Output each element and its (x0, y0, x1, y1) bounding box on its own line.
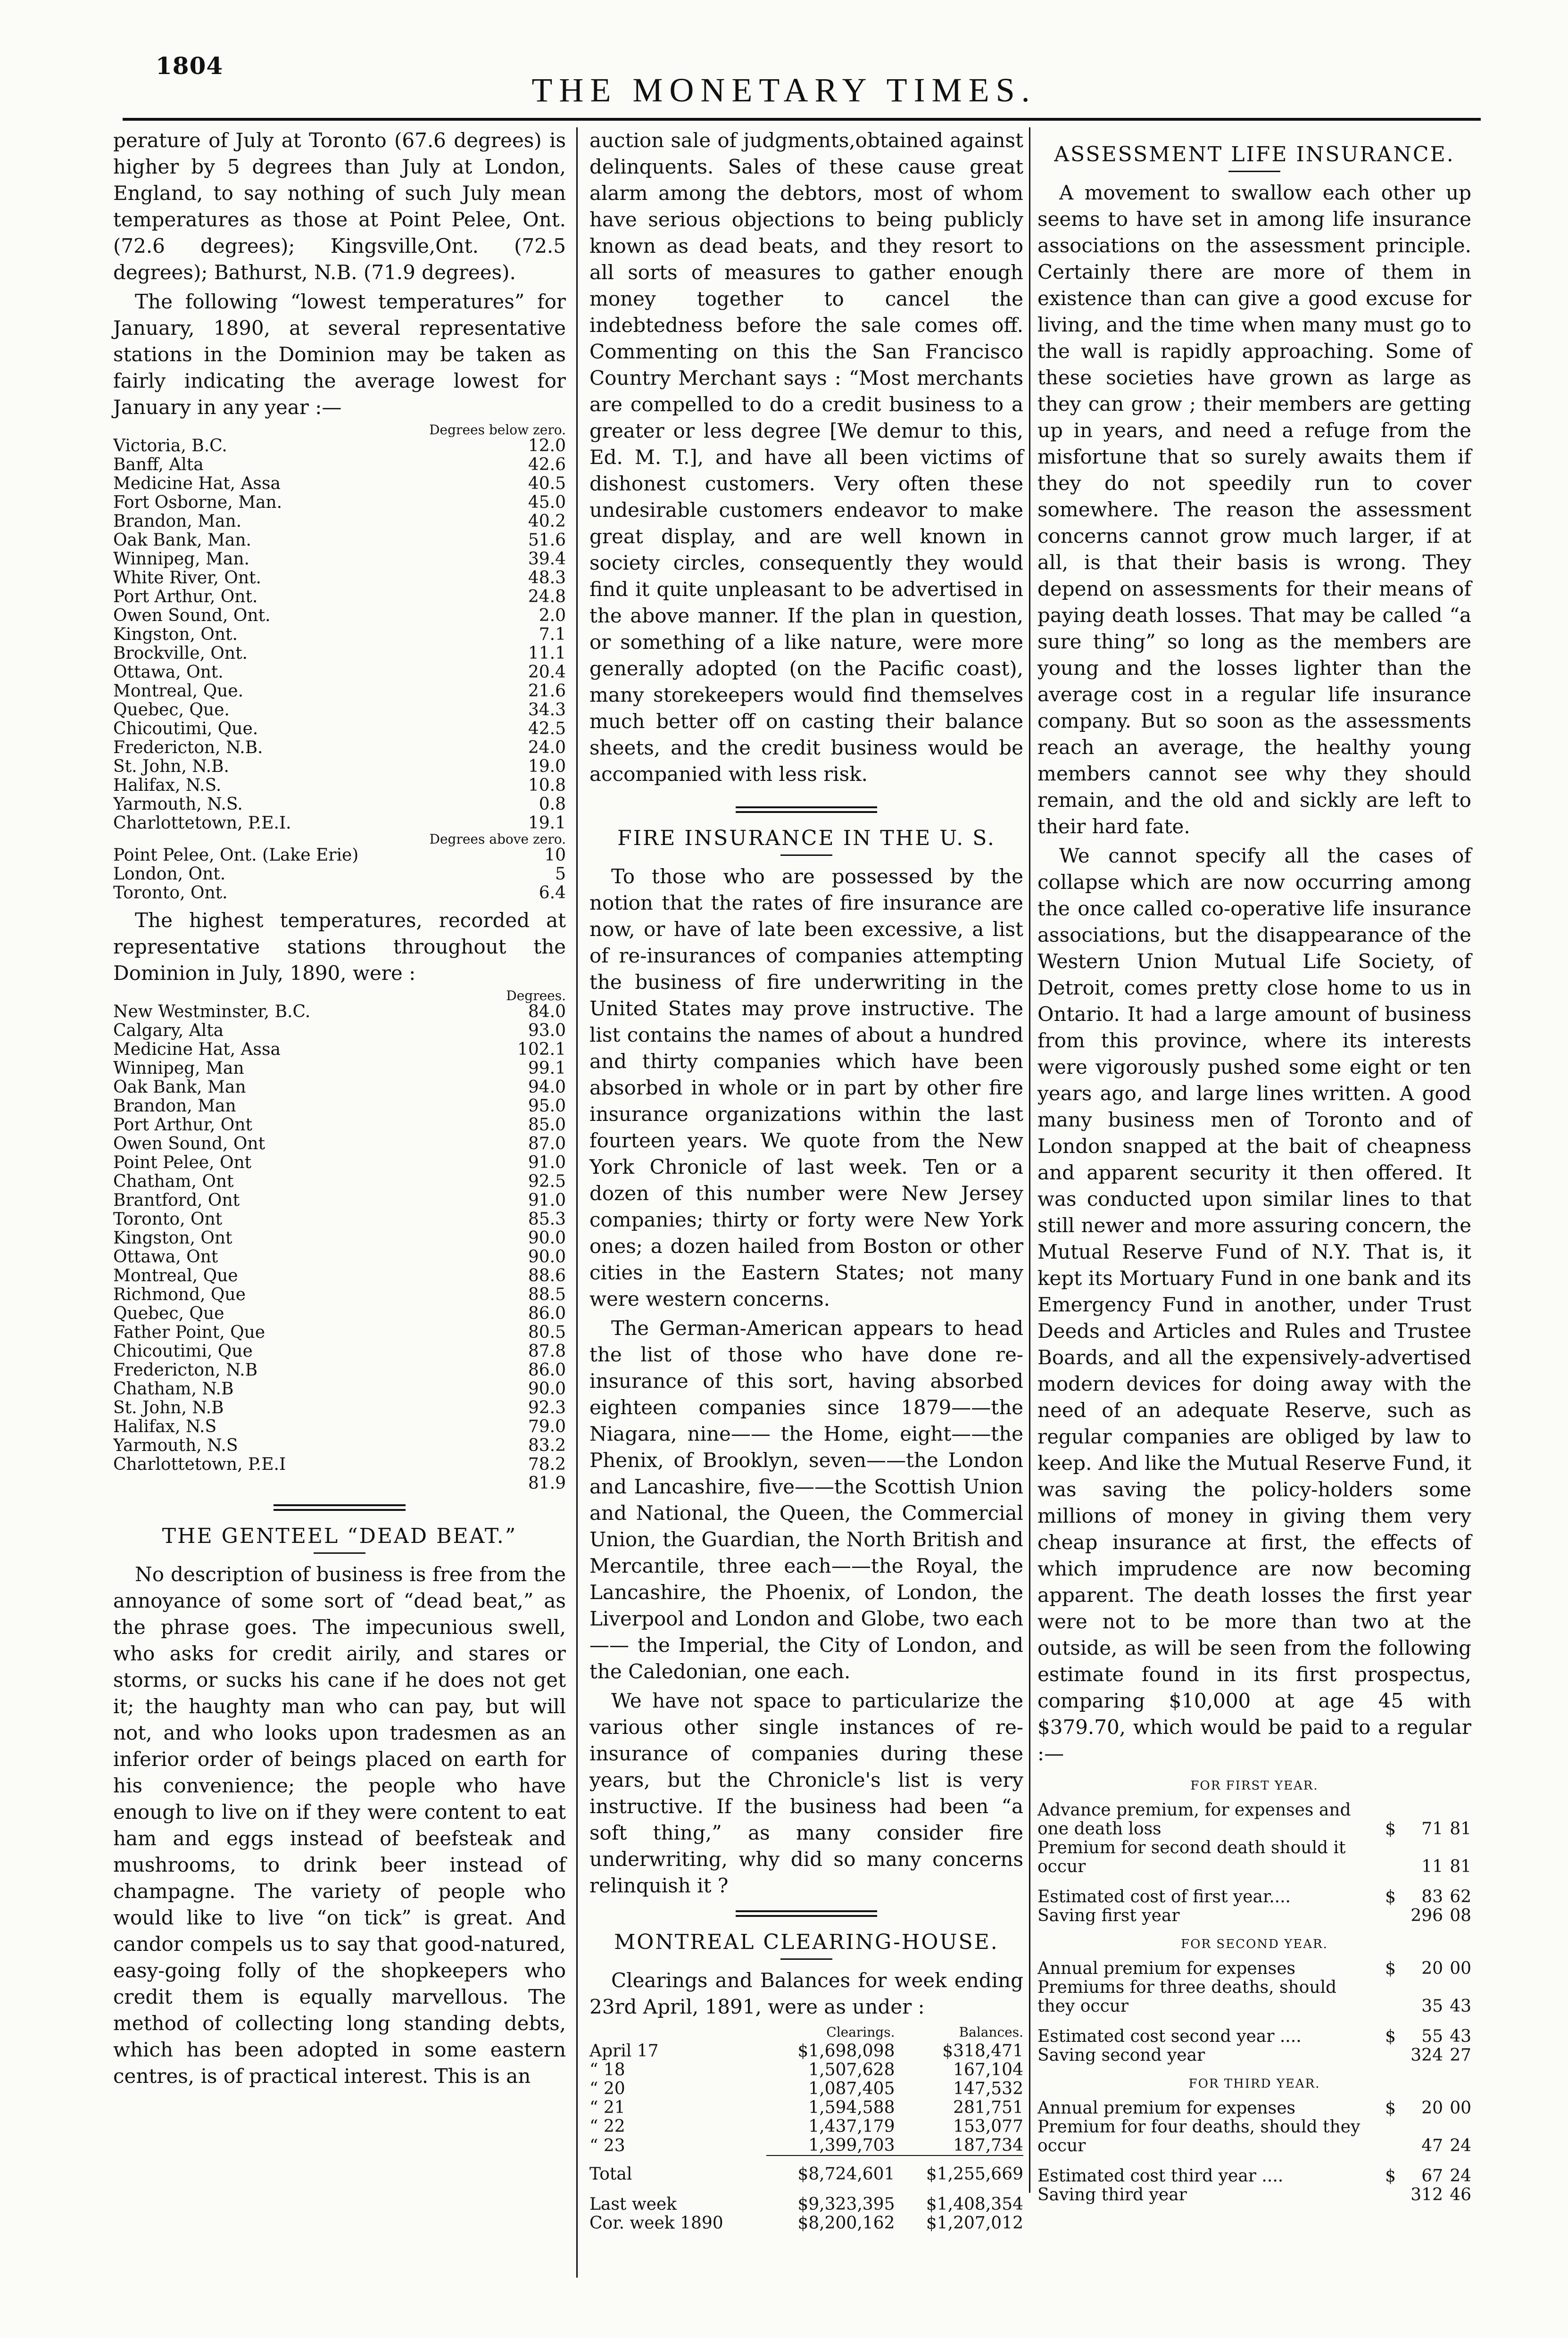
table-cell-name: Kingston, Ont (113, 1229, 232, 1248)
table-cell-name: Ottawa, Ont (113, 1248, 218, 1267)
table-row (113, 1285, 566, 1304)
paragraph: perature of July at Toronto (67.6 degrees) is higher by 5 degrees than July at London, England, to say nothing of such July mean temperatures as those at Point Pelee, Ont. (72.6 degrees); Kingsville,Ont. (72.5 degrees); Bathurst, N.B. (71.9 degrees). (113, 129, 566, 284)
table-row (113, 738, 566, 757)
dollar-amount: 11 (1421, 1857, 1443, 1876)
table-row (113, 1229, 566, 1248)
paragraph: To those who are possessed by the notion that the rates of fire insurance are now, or have of late been excessive, a list of re-insurances of companies attempting the business of fire underwriting in the United States may prove instructive. The list contains the names of about a hundred and thirty companies which have been absorbed in whole or in part by other fire insurance organizations within the last fourteen years. We quote from the New York Chronicle of last week. Ten or a dozen of this number were New Jersey companies; thirty or forty were New York ones; a dozen hailed from Boston or other cities in the Eastern States; not many were western concerns. (589, 865, 1023, 1310)
dollar-sign: $ (1385, 1887, 1396, 1907)
table-row (113, 1342, 566, 1361)
table-row (113, 1248, 566, 1267)
cents-amount: 00 (1450, 1959, 1471, 1978)
table-row (113, 663, 566, 682)
table-cell-value: 95.0 (528, 1096, 566, 1116)
clearings-value: $9,323,395 (797, 2195, 895, 2214)
table-cell-name: Owen Sound, Ont. (113, 606, 271, 625)
table-row (113, 474, 566, 493)
table-cell-name: Medicine Hat, Assa (113, 1040, 281, 1059)
estimate-row (1037, 1801, 1471, 1839)
table-row (113, 795, 566, 814)
column-2 (589, 127, 1023, 2233)
estimate-row (1037, 1839, 1471, 1876)
table-cell-value: 88.5 (528, 1285, 566, 1304)
table-cell-name: Brandon, Man. (113, 512, 242, 531)
table-row (113, 1172, 566, 1191)
table-cell-name: St. John, N.B. (113, 757, 229, 776)
column-header: Balances. (959, 2024, 1023, 2040)
clearings-value: 1,507,628 (808, 2060, 895, 2080)
section-heading: MONTREAL CLEARING-HOUSE. (614, 1930, 999, 1954)
table-row (113, 1040, 566, 1059)
table-cell-value: 91.0 (528, 1153, 566, 1172)
table-cell-value: 40.5 (528, 474, 566, 493)
dollar-amount: 324 (1410, 2046, 1443, 2065)
table-row (589, 2042, 1023, 2061)
table-row (113, 1191, 566, 1210)
table-row (589, 2061, 1023, 2080)
table-cell-name: Charlottetown, P.E.I. (113, 814, 291, 833)
table-row (113, 701, 566, 720)
table-cell-name: St. John, N.B (113, 1399, 224, 1418)
table-cell-value: 94.0 (528, 1078, 566, 1097)
clearings-value: $1,698,098 (797, 2041, 895, 2061)
table-cell-name: Ottawa, Ont. (113, 663, 224, 682)
table-cell-name: Point Pelee, Ont (113, 1153, 252, 1172)
cents-amount: 24 (1450, 2136, 1471, 2156)
table-cell-name: White River, Ont. (113, 569, 261, 588)
cents-amount: 81 (1450, 1857, 1471, 1876)
table-row (113, 1059, 566, 1078)
table-row (589, 2117, 1023, 2136)
balances-value: 167,104 (953, 2060, 1023, 2080)
balances-value: $1,207,012 (926, 2214, 1023, 2233)
table-cell-value: 87.0 (528, 1134, 566, 1153)
dollar-sign: $ (1385, 1819, 1396, 1839)
column-3 (1037, 127, 1471, 2205)
page-number: 1804 (156, 52, 224, 80)
table-cell-value: 21.6 (528, 681, 566, 701)
table-cell-value: 24.8 (528, 587, 566, 606)
dollar-sign (1372, 1978, 1396, 2016)
estimate-row (1037, 2046, 1471, 2065)
table-row (113, 1021, 566, 1040)
table-row (113, 865, 566, 884)
table-cell-name: Fort Osborne, Man. (113, 493, 282, 512)
dollar-sign (1372, 1839, 1396, 1876)
estimate-row (1037, 2186, 1471, 2205)
table-row (113, 550, 566, 569)
table-row (113, 606, 566, 625)
table-cell-value: 87.8 (528, 1342, 566, 1361)
table-cell-name: Oak Bank, Man. (113, 531, 251, 550)
balances-value: $1,255,669 (926, 2164, 1023, 2184)
table-cell-name: Brockville, Ont. (113, 644, 248, 663)
paragraph: The following “lowest temperatures” for January, 1890, at several representative stations in the Dominion may be taken as fairly indicating the average lowest for January in any year :— (113, 290, 566, 419)
section-heading: FIRE INSURANCE IN THE U. S. (617, 826, 996, 850)
table-cell-name: Brandon, Man (113, 1097, 236, 1116)
table-cell-value: 10.8 (528, 776, 566, 795)
table-row (113, 1361, 566, 1380)
masthead-title: THE MONETARY TIMES. (531, 71, 1037, 109)
row-label: April 17 (589, 2041, 659, 2061)
table-cell-value: 81.9 (528, 1474, 566, 1493)
dollar-amount: 20 (1421, 1959, 1443, 1978)
dollar-sign: $ (1385, 2027, 1396, 2046)
table-cell-name: Owen Sound, Ont (113, 1135, 265, 1153)
table-cell-value: 102.1 (517, 1040, 566, 1059)
table-cell-name: Chicoutimi, Que (113, 1342, 253, 1361)
estimate-label: Saving second year (1037, 2046, 1205, 2065)
table-cell-value: 39.4 (528, 549, 566, 569)
table-row (113, 814, 566, 833)
table-cell-value: 85.0 (528, 1115, 566, 1135)
dollar-amount: 71 (1421, 1819, 1443, 1839)
clearings-value: $8,724,601 (797, 2164, 895, 2184)
paragraph: auction sale of judgments,obtained against delinquents. Sales of these cause great alarm among the debtors, most of whom have serious objections to being publicly known as dead beats, and they resort to all sorts of measures to gather enough money together to cancel the indebtedness before the sale comes off. Commenting on this the San Francisco Country Merchant says : “Most merchants are compelled to do a credit business to a greater or less degree [We demur to this, Ed. M. T.], and have all been victims of dishonest customers. Very often these undesirable customers endeavor to make great display, and are well known in society circles, consequently they would find it quite unpleasant to be advertised in the above manner. If the plan in question, or something of a like nature, were more generally adopted (on the Pacific coast), many storekeepers would find themselves much better off on casting their balance sheets, and the credit business would be accompanied with less risk. (589, 129, 1023, 786)
estimate-row (1037, 1978, 1471, 2016)
table-cell-value: 2.0 (539, 606, 566, 625)
clearings-value: 1,594,588 (808, 2098, 895, 2117)
table-row (113, 1116, 566, 1135)
subheading: FOR SECOND YEAR. (1181, 1937, 1328, 1951)
lowest-temperatures-table (113, 423, 566, 903)
cents-amount: 27 (1450, 2046, 1471, 2065)
header-rule (123, 118, 1481, 121)
column-header: Degrees. (506, 988, 566, 1003)
table-cell-value: 42.5 (528, 719, 566, 738)
dollar-amount: 312 (1410, 2185, 1443, 2205)
paragraph: The highest temperatures, recorded at representative stations throughout the Dominion in July, 1890, were : (113, 909, 566, 985)
column-divider-1 (576, 127, 578, 2278)
section-rule (736, 806, 877, 813)
table-cell-name: Yarmouth, N.S (113, 1436, 238, 1455)
table-cell-name: Chatham, N.B (113, 1380, 234, 1399)
total-row (589, 2165, 1023, 2184)
table-row (589, 2098, 1023, 2117)
estimate-label: Saving third year (1037, 2185, 1187, 2205)
estimate-label: Estimated cost second year .... (1037, 2027, 1302, 2046)
paragraph: The German-American appears to head the list of those who have done re-insurance of this sort, having absorbed eighteen companies since 1879——the Niagara, nine—— the Home, eight——the Phenix, of Brooklyn, seven——the London and Lancashire, five——the Scottish Union and National, the Queen, the Commercial Union, the Guardian, the North British and Mercantile, three each——the Royal, the Lancashire, the Phoenix, of London, the Liverpool and London and Globe, two each—— the Imperial, the City of London, and the Caledonian, one each. (589, 1317, 1023, 1683)
cents-amount: 62 (1450, 1887, 1471, 1907)
table-row (113, 757, 566, 776)
table-cell-value: 19.1 (528, 813, 566, 833)
table-row (113, 493, 566, 512)
table-cell-name: Chatham, Ont (113, 1172, 234, 1191)
table-cell-name: Quebec, Que (113, 1304, 224, 1323)
table-cell-name: Chicoutimi, Que. (113, 720, 258, 738)
row-label: “ 22 (589, 2117, 625, 2136)
table-cell-name: Banff, Alta (113, 456, 204, 474)
column-header: Degrees above zero. (429, 831, 566, 847)
clearing-house-table (589, 2023, 1023, 2233)
table-cell-value: 86.0 (528, 1360, 566, 1380)
table-cell-name: Oak Bank, Man (113, 1078, 246, 1097)
cor-week-row (589, 2214, 1023, 2233)
table-row (113, 884, 566, 903)
table-cell-value: 83.2 (528, 1436, 566, 1455)
table-row (113, 531, 566, 550)
dollar-amount: 83 (1421, 1887, 1443, 1907)
table-cell-value: 84.0 (528, 1002, 566, 1021)
table-cell-name: Halifax, N.S. (113, 776, 222, 795)
row-label: “ 23 (589, 2136, 625, 2156)
table-cell-value: 78.2 (528, 1455, 566, 1474)
table-cell-name: London, Ont. (113, 865, 226, 884)
table-cell-value: 85.3 (528, 1210, 566, 1229)
table-cell-value: 99.1 (528, 1059, 566, 1078)
cents-amount: 08 (1450, 1906, 1471, 1925)
table-cell-value: 48.3 (528, 568, 566, 588)
balances-value: 153,077 (953, 2117, 1023, 2136)
table-cell-value: 92.3 (528, 1398, 566, 1418)
table-cell-name: Toronto, Ont (113, 1210, 223, 1229)
table-cell-name: Kingston, Ont. (113, 625, 238, 644)
dollar-sign: $ (1385, 2166, 1396, 2186)
table-cell-name: Fredericton, N.B (113, 1361, 258, 1380)
dollar-amount: 67 (1421, 2166, 1443, 2186)
balances-value: 187,734 (953, 2136, 1023, 2155)
table-cell-name: Point Pelee, Ont. (Lake Erie) (113, 846, 359, 865)
table-row (113, 625, 566, 644)
table-cell-value: 90.0 (528, 1379, 566, 1399)
subheading: FOR THIRD YEAR. (1188, 2077, 1320, 2091)
dollar-sign (1372, 1907, 1396, 1925)
short-rule (780, 1958, 832, 1960)
estimate-label: Premium for second death should it occur (1037, 1838, 1346, 1876)
table-row (113, 846, 566, 865)
dollar-sign (1372, 2118, 1396, 2156)
table-row (113, 456, 566, 474)
table-row (113, 1003, 566, 1021)
clearings-value: 1,087,405 (808, 2079, 895, 2098)
dollar-amount: 55 (1421, 2027, 1443, 2046)
table-row (113, 1135, 566, 1153)
table-cell-name: Medicine Hat, Assa (113, 474, 281, 493)
table-cell-value: 5 (555, 864, 566, 884)
table-cell-name: Yarmouth, N.S. (113, 795, 243, 814)
estimate-label: Saving first year (1037, 1906, 1180, 1925)
table-cell-name: Charlottetown, P.E.I (113, 1455, 286, 1474)
cents-amount: 43 (1450, 2027, 1471, 2046)
first-year-table (1037, 1801, 1471, 1925)
clearings-value: $8,200,162 (797, 2214, 895, 2233)
table-cell-name: Winnipeg, Man (113, 1059, 244, 1078)
table-cell-name: Victoria, B.C. (113, 437, 227, 456)
row-label: Total (589, 2164, 632, 2184)
estimate-row (1037, 1907, 1471, 1925)
column-header: Clearings. (826, 2024, 895, 2040)
estimate-row (1037, 1959, 1471, 1978)
table-cell-value: 79.0 (528, 1417, 566, 1436)
table-cell-value: 11.1 (528, 644, 566, 663)
row-label: Cor. week 1890 (589, 2214, 723, 2233)
table-row (113, 1455, 566, 1474)
section-heading: THE GENTEEL “DEAD BEAT.” (162, 1524, 517, 1548)
paragraph: A movement to swallow each other up seems to have set in among life insurance associations on the assessment principle. Certainly there are more of them in existence than can give a good excuse for living, and the time when many must go to the wall is rapidly approaching. Some of these societies have grown as large as they can grow ; their members are getting up in years, and need a refuge from the misfortune that so surely awaits them if they do not speedily run to cover somewhere. The reason the assessment concerns cannot grow much larger, if at all, is that their basis is wrong. They depend on assessments for their means of paying death losses. That may be called “a sure thing” so long as the members are young and the losses lighter than the average cost in a regular life insurance company. But so soon as the assessments reach an average, the healthy young members cannot see why they should remain, and the old and sickly are left to their hard fate. (1037, 181, 1471, 838)
dollar-sign (1372, 2186, 1396, 2205)
last-week-row (589, 2195, 1023, 2214)
table-cell-value: 0.8 (539, 795, 566, 814)
row-label: “ 21 (589, 2098, 625, 2117)
dollar-amount: 47 (1421, 2136, 1443, 2156)
section-rule (736, 1910, 877, 1917)
estimate-row (1037, 2099, 1471, 2118)
dollar-sign (1372, 2046, 1396, 2065)
table-cell-value: 7.1 (539, 625, 566, 644)
estimate-label: Premium for four deaths, should they occur (1037, 2117, 1361, 2156)
table-cell-value: 20.4 (528, 663, 566, 682)
table-row (113, 776, 566, 795)
table-row (113, 1436, 566, 1455)
table-cell-name: Fredericton, N.B. (113, 738, 263, 757)
second-year-table (1037, 1959, 1471, 2065)
table-cell-value: 42.6 (528, 455, 566, 474)
estimate-row (1037, 1876, 1471, 1907)
table-cell-name: Quebec, Que. (113, 701, 230, 720)
balances-value: 147,532 (953, 2079, 1023, 2098)
table-cell-value: 86.0 (528, 1304, 566, 1323)
clearings-value: 1,399,703 (808, 2136, 895, 2155)
column-header: Degrees below zero. (429, 422, 566, 438)
table-cell-name: Winnipeg, Man. (113, 550, 250, 569)
estimate-row (1037, 2156, 1471, 2186)
table-cell-name: Montreal, Que. (113, 682, 244, 701)
table-row (113, 1399, 566, 1418)
table-row (113, 682, 566, 701)
table-row (113, 1078, 566, 1097)
table-row (113, 1210, 566, 1229)
table-cell-value: 80.5 (528, 1323, 566, 1342)
table-cell-value: 40.2 (528, 512, 566, 531)
table-row (113, 1153, 566, 1172)
highest-temperatures-table (113, 989, 566, 1493)
estimate-row (1037, 2016, 1471, 2046)
table-row (113, 588, 566, 606)
table-cell-value: 90.0 (528, 1247, 566, 1267)
table-cell-name: Calgary, Alta (113, 1021, 224, 1040)
table-cell-value: 45.0 (528, 493, 566, 512)
table-row (113, 1418, 566, 1436)
table-row (113, 569, 566, 588)
subheading: FOR FIRST YEAR. (1190, 1779, 1319, 1793)
table-cell-name: Brantford, Ont (113, 1191, 240, 1210)
table-cell-name: Father Point, Que (113, 1323, 265, 1342)
table-cell-name: Port Arthur, Ont. (113, 588, 258, 606)
dollar-amount: 296 (1410, 1906, 1443, 1925)
estimate-label: Annual premium for expenses (1037, 2098, 1295, 2118)
paragraph: No description of business is free from the annoyance of some sort of “dead beat,” as the phrase goes. The impecunious swell, who asks for credit airily, and stares or storms, or sucks his cane if he does not get it; the haughty man who can pay, but will not, and who looks upon tradesmen as an inferior order of beings placed on earth for his convenience; the people who have enough to live on if they were content to eat ham and eggs instead of beefsteak and mushrooms, to drink beer instead of champagne. The variety of people who would like to live “on tick” is great. And candor compels us to say that good-natured, easy-going folly of the shopkeepers who credit them is equally marvellous. The method of collecting long standing debts, which has been adopted in some eastern centres, is of practical interest. This is an (113, 1563, 566, 2088)
cents-amount: 24 (1450, 2166, 1471, 2186)
estimate-row (1037, 2118, 1471, 2156)
row-label: Last week (589, 2195, 677, 2214)
column-divider-2 (1029, 127, 1030, 2193)
table-cell-name: Richmond, Que (113, 1285, 246, 1304)
dollar-sign: $ (1385, 1959, 1396, 1978)
table-row (113, 1380, 566, 1399)
table-row (113, 1097, 566, 1116)
estimate-label: Annual premium for expenses (1037, 1959, 1295, 1978)
paragraph: We cannot specify all the cases of collapse which are now occurring among the once called co-operative life insurance associations, but the disappearance of the Western Union Mutual Life Society, of Detroit, comes pretty close home to us in Ontario. It had a large amount of business from this province, where its interests were vigorously pushed some eight or ten years ago, and large lines written. A good many business men of Toronto and of London snapped at the bait of cheapness and apparent security it then offered. It was conducted upon similar lines to that still newer and more assuring concern, the Mutual Reserve Fund of N.Y. That is, it kept its Mortuary Fund in one bank and its Emergency Fund in another, under Trust Deeds and Articles and Rules and Trustee Boards, and all the expensively-advertised modern devices for doing away with the need of an adequate Reserve, such as regular companies are obliged by law to keep. And like the Mutual Reserve Fund, it was saving the policy-holders some millions of money in giving them very cheap insurance at first, the effects of which imprudence are now becoming apparent. The death losses the first year were not to be more than two at the outside, as will be seen from the following estimate found in its first prospectus, comparing $10,000 at age 45 with $379.70, which would be paid to a regular :— (1037, 844, 1471, 1765)
table-row (589, 2136, 1023, 2156)
table-cell-value: 51.6 (528, 531, 566, 550)
balances-value: 281,751 (953, 2098, 1023, 2117)
table-row (113, 437, 566, 456)
estimate-label: Estimated cost of first year.... (1037, 1887, 1291, 1907)
table-cell-name: Montreal, Que (113, 1267, 238, 1285)
table-row (113, 1304, 566, 1323)
table-cell-value: 24.0 (528, 738, 566, 757)
table-cell-value: 93.0 (528, 1021, 566, 1040)
table-cell-value: 91.0 (528, 1191, 566, 1210)
table-cell-value: 19.0 (528, 757, 566, 776)
row-label: “ 20 (589, 2079, 625, 2098)
third-year-table (1037, 2099, 1471, 2205)
cents-amount: 43 (1450, 1997, 1471, 2016)
table-row (113, 512, 566, 531)
table-cell-value: 90.0 (528, 1228, 566, 1248)
table-row (589, 2080, 1023, 2098)
estimate-label: Premiums for three deaths, should they occur (1037, 1978, 1337, 2016)
table-row (113, 1267, 566, 1285)
table-row (113, 1323, 566, 1342)
dollar-amount: 35 (1421, 1997, 1443, 2016)
balances-value: $318,471 (942, 2041, 1023, 2061)
table-cell-value: 6.4 (539, 883, 566, 903)
table-cell-value: 12.0 (528, 436, 566, 456)
cents-amount: 81 (1450, 1819, 1471, 1839)
table-cell-name: Halifax, N.S (113, 1418, 217, 1436)
estimate-label: Estimated cost third year .... (1037, 2166, 1284, 2186)
table-cell-value: 34.3 (528, 700, 566, 720)
short-rule (780, 854, 832, 856)
dollar-amount: 20 (1421, 2098, 1443, 2118)
short-rule (1228, 171, 1280, 172)
clearings-value: 1,437,179 (808, 2117, 895, 2136)
balances-value: $1,408,354 (926, 2195, 1023, 2214)
row-label: “ 18 (589, 2060, 625, 2080)
table-row (113, 720, 566, 738)
estimate-label: Advance premium, for expenses and one death loss (1037, 1800, 1351, 1839)
table-cell-value: 92.5 (528, 1172, 566, 1191)
short-rule (314, 1552, 365, 1554)
table-cell-value: 10 (544, 846, 566, 865)
table-cell-name: New Westminster, B.C. (113, 1003, 311, 1021)
cents-amount: 00 (1450, 2098, 1471, 2118)
paragraph: We have not space to particularize the various other single instances of re-insurance of companies during these years, but the Chronicle's list is very instructive. If the business had been “a soft thing,” as many consider fire underwriting, why did so many concerns relinquish it ? (589, 1689, 1023, 1897)
section-heading: ASSESSMENT LIFE INSURANCE. (1054, 142, 1455, 166)
dollar-sign: $ (1385, 2098, 1396, 2118)
column-1 (113, 127, 566, 2092)
cents-amount: 46 (1450, 2185, 1471, 2205)
section-rule (274, 1504, 406, 1511)
paragraph: Clearings and Balances for week ending 23rd April, 1891, were as under : (589, 1969, 1023, 2018)
table-row (113, 644, 566, 663)
table-cell-value: 88.6 (528, 1266, 566, 1285)
table-cell-name: Port Arthur, Ont (113, 1116, 252, 1135)
table-cell-name: Toronto, Ont. (113, 884, 228, 903)
